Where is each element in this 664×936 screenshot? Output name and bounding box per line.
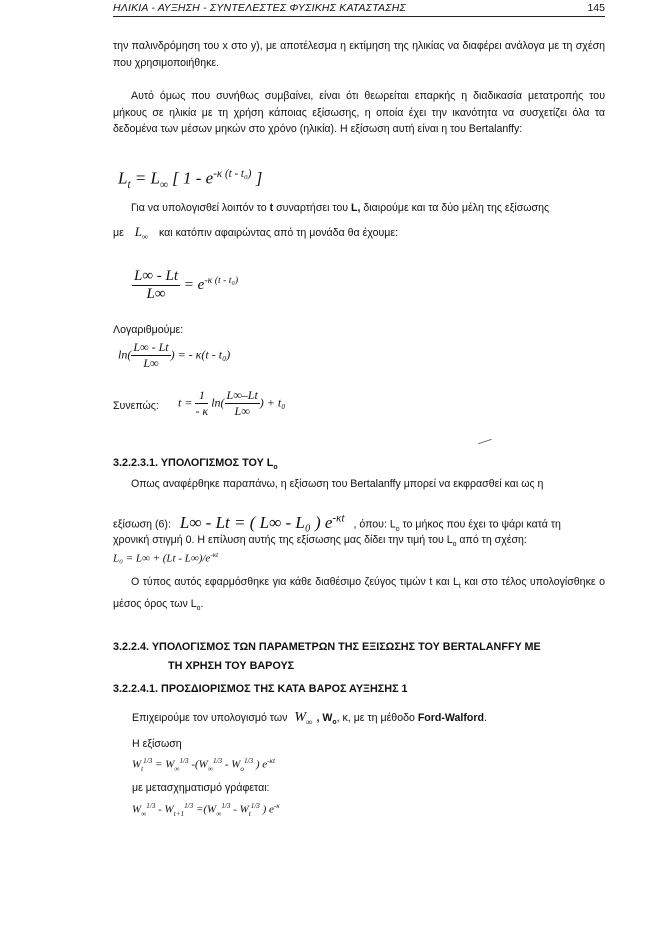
eq-part: - W <box>155 803 174 816</box>
eq-W: W <box>294 710 307 725</box>
eq-sup: -κt <box>210 551 219 559</box>
eq-sup: 1/3 <box>146 802 156 810</box>
running-header <box>113 2 605 17</box>
numerator: L∞ - Lt <box>134 268 179 284</box>
numerator: L∞–Lt <box>226 388 258 402</box>
eq-sub: t <box>458 583 461 591</box>
eq-sup: 1/3 <box>212 757 223 765</box>
eq-sub: o <box>452 541 457 549</box>
numerator: 1 <box>195 388 208 404</box>
fraction <box>132 268 180 303</box>
eq-sup: -κt <box>332 512 345 524</box>
eq-sub: ∞ <box>306 716 313 727</box>
denominator: L∞ <box>146 286 166 302</box>
eq-sub: o <box>332 719 337 727</box>
equation-w1 <box>132 757 275 773</box>
eq-sub: t <box>127 179 131 192</box>
eq-part: - W <box>230 803 249 816</box>
text-bold: , W <box>316 712 333 724</box>
denominator: L∞ <box>234 404 250 418</box>
eq-Winf <box>294 710 312 725</box>
text-run: εξίσωση (6): <box>113 518 171 531</box>
text-run: Επιχειρούμε τον υπολογισμό των <box>132 712 288 724</box>
text-bold: L, <box>351 202 361 214</box>
paragraph-5: Οπως αναφέρθηκε παραπάνω, η εξίσωση του Bertalanffy μπορεί να εκφρασθεί και ως η <box>131 478 544 490</box>
eq-part: ] <box>251 168 263 188</box>
eq-sub: o <box>395 525 400 533</box>
eq-part: ) + t₀ <box>259 395 286 410</box>
eq-part: t = <box>178 395 193 410</box>
equation-w2 <box>132 802 280 818</box>
eq-part: W <box>132 803 142 816</box>
header-title: ΗΛΙΚΙΑ - ΑΥΞΗΣΗ - ΣΥΝΤΕΛΕΣΤΕΣ ΦΥΣΙΚΗΣ ΚΑΤΑΣΤΑΣΗΣ <box>113 2 407 14</box>
text-run: χρονική στιγμή 0. Η επίλυση αυτής της εξίσωσης μας δίδει την τιμή του L <box>113 534 453 546</box>
paragraph-2: Αυτό όμως που συνήθως συμβαίνει, είναι ότι θεωρείται επαρκής η διαδικασία μετατροπής του μήκους σε ηλικία με τη χρήση κάποιας εξίσωσης, η οποία έχει την ικανότητα να συσχετίζει όλα τα δεδομένα των μέσων μηκών στο χρόνο (ηλικία). Η εξίσωση αυτή είναι η του Bertalanffy: <box>113 90 605 135</box>
text-run: , όπου: L <box>353 518 396 531</box>
fraction <box>195 388 208 419</box>
paragraph-9: Επιχειρούμε τον υπολογισμό των $W_\infty$ , $W_o$, κ, με τη μέθοδο Ford-Walford. <box>132 710 487 727</box>
text-run: διαιρούμε και τα δύο μέλη της εξίσωσης <box>360 202 550 214</box>
eq-sub: t <box>248 809 251 818</box>
eq-Linf-inline <box>134 224 149 242</box>
eq-sub: t <box>141 764 144 773</box>
eq-sup: 1/3 <box>250 802 260 810</box>
eq-sup: -κ (t - t₀) <box>213 168 252 180</box>
equation-6 <box>180 513 345 532</box>
eq-sub: ∞ <box>159 179 168 192</box>
eq-sub: ∞ <box>174 764 180 773</box>
heading-text: 3.2.2.3.1. ΥΠΟΛΟΓΙΣΜΟΣ ΤΟΥ L <box>113 457 274 469</box>
eq-part: ) e <box>259 803 274 816</box>
numerator: L∞ - Lt <box>133 340 169 354</box>
text-bold: t <box>269 202 274 214</box>
fraction <box>131 340 170 371</box>
eq-part: =(W <box>193 803 217 816</box>
heading-3-2-2-4: 3.2.2.4. ΥΠΟΛΟΓΙΣΜΟΣ ΤΩΝ ΠΑΡΑΜΕΤΡΩΝ ΤΗΣ ΕΞΙΣΩΣΗΣ ΤΟΥ BERTALANFFY ΜΕ <box>113 641 541 653</box>
text-bold: Ford-Walford <box>417 712 484 724</box>
eq-sub: o <box>196 604 201 612</box>
eq-sup: 1/3 <box>221 802 231 810</box>
eq-sub: ∞ <box>142 231 149 242</box>
equation-bertalanffy <box>118 168 262 191</box>
eq-sup: 1/3 <box>243 757 254 765</box>
eq-part: ) = - κ(t - t₀) <box>170 347 231 362</box>
stray-mark <box>478 439 492 444</box>
eq-part: - W <box>222 758 241 771</box>
heading-3-2-2-4-cont: ΤΗ ΧΡΗΣΗ ΤΟΥ ΒΑΡΟΥΣ <box>168 660 295 672</box>
paragraph-3 <box>113 200 605 217</box>
eq-part: = W <box>152 758 175 771</box>
eq-part: ln( <box>211 395 225 410</box>
eq-sub: ∞ <box>207 764 213 773</box>
equation-t <box>178 388 285 419</box>
eq-part: ) e <box>253 758 268 771</box>
eq-sup: 1/3 <box>179 757 189 765</box>
eq-sup: 1/3 <box>143 757 153 765</box>
eq-sub: o <box>273 464 278 472</box>
log-label: Λογαριθμούμε: <box>113 324 184 336</box>
equation-log <box>118 340 230 371</box>
text-run: από τη σχέση: <box>456 534 527 546</box>
paragraph-11: με μετασχηματισμό γράφεται: <box>132 782 270 794</box>
eq-part: [ 1 - e <box>167 168 214 188</box>
fraction <box>225 388 260 419</box>
text-run: , κ, με τη μέθοδο <box>336 712 418 724</box>
text-run: Για να υπολογισθεί λοιπόν το <box>131 202 270 214</box>
denominator: L∞ <box>143 356 159 370</box>
eq-L: L <box>134 224 143 239</box>
eq-sub: ∞ <box>216 809 222 818</box>
paragraph-8: Ο τύπος αυτός εφαρμόσθηκε για κάθε διαθέσιμο ζεύγος τιμών t και $L_t$ και στο τέλος υπολογίσθηκε ο μέσος όρος των $L_o$. <box>113 576 605 612</box>
eq-part: L∞ - Lt = ( L∞ - L₀ ) e <box>179 512 333 532</box>
paragraph-1: την παλινδρόμηση του x στο y), με αποτέλεσμα η εκτίμηση της ηλικίας να διαφέρει ανάλογα με τη σχέση που χρησιμοποιήθηκε. <box>113 40 605 69</box>
text-run: και στο τέλος υπολογίσθηκε ο μέσος όρος των L <box>113 576 605 610</box>
eq-sup: -κt <box>267 757 275 765</box>
paragraph-4 <box>113 224 605 245</box>
eq-sup: -κ (t - t₀) <box>204 274 239 286</box>
denominator: - κ <box>195 404 209 418</box>
text-run: και κατόπιν αφαιρώντας από τη μονάδα θα έχουμε: <box>158 227 399 239</box>
heading-3-2-2-3-1 <box>113 457 278 471</box>
eq-part: ln( <box>118 347 132 362</box>
eq-L: L <box>118 168 128 188</box>
text-run: με <box>113 227 124 239</box>
eq-part: L₀ = L∞ + (Lt - L∞)/e <box>113 552 211 565</box>
equation-ratio <box>132 268 238 303</box>
eq-sub: ∞ <box>141 809 147 818</box>
eq-sub: t+1 <box>173 809 185 818</box>
eq-part: = e <box>183 276 205 293</box>
eq-part: = L <box>130 168 160 188</box>
eq-sup: -κ <box>273 802 280 810</box>
eq-part: -(W <box>188 758 208 771</box>
text-run: Ο τύπος αυτός εφαρμόσθηκε για κάθε διαθέσιμο ζεύγος τιμών t και L <box>131 576 459 588</box>
page-number: 145 <box>587 2 605 14</box>
equation-L0 <box>113 551 218 565</box>
hence-label: Συνεπώς: <box>113 400 159 412</box>
text-run: το μήκος που έχει το ψάρι κατά τη <box>399 518 561 531</box>
text-run: συναρτήσει του <box>273 202 352 214</box>
eq-part: W <box>132 758 142 771</box>
eq-sup: 1/3 <box>184 802 194 810</box>
paragraph-10: Η εξίσωση <box>132 738 182 750</box>
heading-3-2-2-4-1: 3.2.2.4.1. ΠΡΟΣΔΙΟΡΙΣΜΟΣ ΤΗΣ ΚΑΤΑ ΒΑΡΟΣ ΑΥΞΗΣΗΣ 1 <box>113 683 408 695</box>
eq-sub: o <box>240 764 244 773</box>
